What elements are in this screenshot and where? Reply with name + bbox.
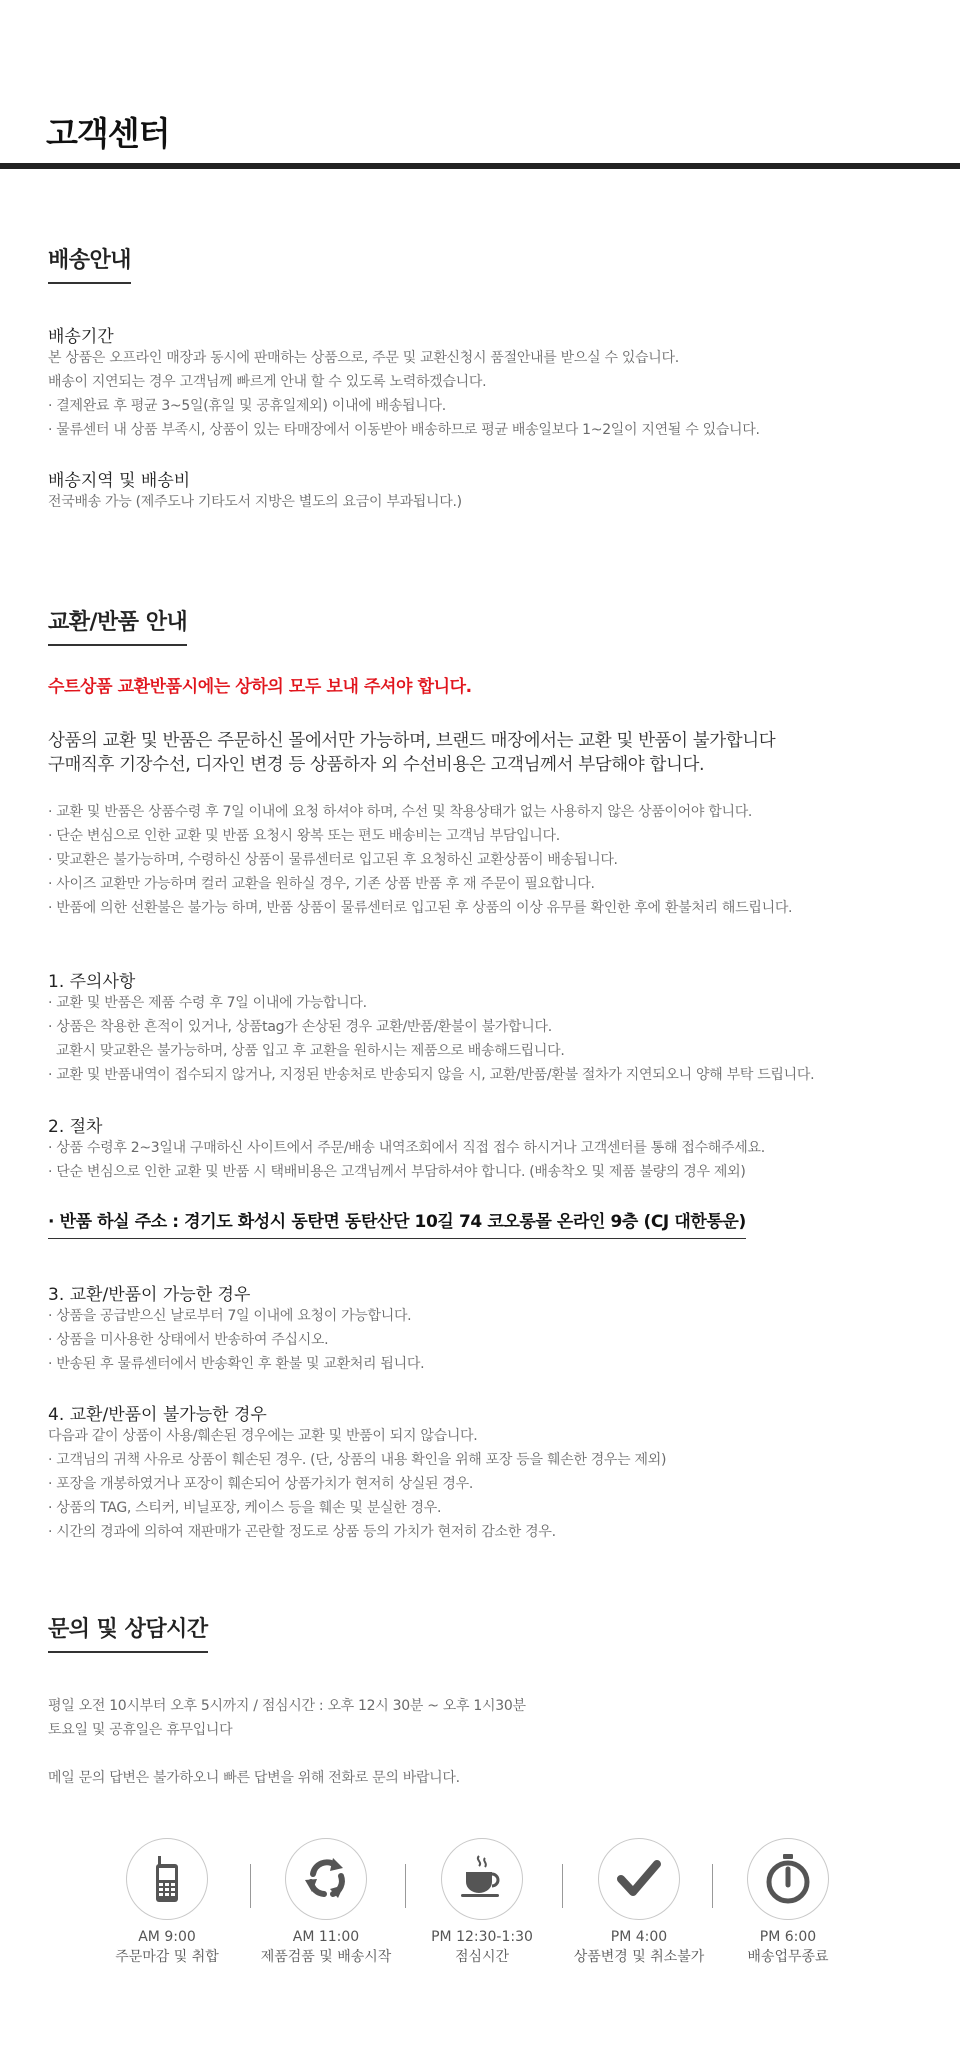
schedule-time: PM 12:30-1:30: [431, 1929, 533, 1945]
stopwatch-icon: [761, 1852, 815, 1906]
schedule-icon-circle: [441, 1838, 523, 1920]
caution-line: · 교환 및 반품은 제품 수령 후 7일 이내에 가능합니다.: [48, 995, 367, 1011]
schedule-step: [251, 1838, 401, 1967]
exchange-rule: · 맞교환은 불가능하며, 수령하신 상품이 물류센터로 입고된 후 요청하신 교환상품이 배송됩니다.: [48, 852, 618, 868]
schedule-divider: [562, 1864, 563, 1908]
schedule-step: [564, 1838, 714, 1967]
impossible-line: · 고객님의 귀책 사유로 상품이 훼손된 경우. (단, 상품의 내용 확인을 위해 포장 등을 훼손한 경우는 제외): [48, 1452, 667, 1468]
suit-return-alert: 수트상품 교환반품시에는 상하의 모두 보내 주셔야 합니다.: [48, 677, 472, 697]
impossible-line: · 시간의 경과에 의하여 재판매가 곤란할 정도로 상품 등의 가치가 현저히 감소한 경우.: [48, 1524, 556, 1540]
exchange-notice-line: 구매직후 기장수선, 디자인 변경 등 상품하자 외 수선비용은 고객님께서 부담해야 합니다.: [48, 755, 705, 775]
impossible-title: 4. 교환/반품이 불가능한 경우: [48, 1405, 267, 1425]
schedule-time: PM 4:00: [610, 1929, 668, 1945]
coffee-cup-icon: [455, 1852, 509, 1906]
procedure-line: · 상품 수령후 2~3일내 구매하신 사이트에서 주문/배송 내역조회에서 직접 접수 하시거나 고객센터를 통해 접수해주세요.: [48, 1140, 765, 1156]
exchange-heading: 교환/반품 안내: [48, 605, 187, 646]
possible-line: · 반송된 후 물류센터에서 반송확인 후 환불 및 교환처리 됩니다.: [48, 1356, 425, 1372]
shipping-period-line: · 결제완료 후 평균 3~5일(휴일 및 공휴일제외) 이내에 배송됩니다.: [48, 398, 446, 414]
possible-line: · 상품을 공급받으신 날로부터 7일 이내에 요청이 가능합니다.: [48, 1308, 412, 1324]
return-address: · 반품 하실 주소 : 경기도 화성시 동탄면 동탄산단 10길 74 코오롱몰 온라인 9층 (CJ 대한통운): [48, 1207, 746, 1239]
schedule-icon-circle: [126, 1838, 208, 1920]
title-divider: [0, 163, 960, 169]
exchange-rule: · 사이즈 교환만 가능하며 컬러 교환을 원하실 경우, 기존 상품 반품 후 재 주문이 필요합니다.: [48, 876, 595, 892]
schedule-label: 주문마감 및 취합: [115, 1949, 219, 1965]
exchange-rule: · 교환 및 반품은 상품수령 후 7일 이내에 요청 하셔야 하며, 수선 및 착용상태가 없는 사용하지 않은 상품이어야 합니다.: [48, 804, 753, 820]
daily-schedule: [115, 1838, 860, 1998]
schedule-label: 점심시간: [454, 1949, 510, 1965]
exchange-rule: · 단순 변심으로 인한 교환 및 반품 요청시 왕복 또는 편도 배송비는 고객님 부담입니다.: [48, 828, 560, 844]
schedule-time: AM 11:00: [292, 1929, 360, 1945]
schedule-label: 배송업무종료: [747, 1949, 829, 1965]
email-note: 메일 문의 답변은 불가하오니 빠른 답변을 위해 전화로 문의 바랍니다.: [48, 1770, 460, 1786]
schedule-divider: [405, 1864, 406, 1908]
mobile-phone-icon: [140, 1852, 194, 1906]
hours-line: 토요일 및 공휴일은 휴무입니다: [48, 1722, 233, 1738]
inquiry-heading: 문의 및 상담시간: [48, 1612, 208, 1653]
schedule-step: [407, 1838, 557, 1967]
shipping-period-line: 본 상품은 오프라인 매장과 동시에 판매하는 상품으로, 주문 및 교환신청시 품절안내를 받으실 수 있습니다.: [48, 350, 679, 366]
procedure-title: 2. 절차: [48, 1117, 103, 1137]
schedule-step: [92, 1838, 242, 1967]
shipping-region-line: 전국배송 가능 (제주도나 기타도서 지방은 별도의 요금이 부과됩니다.): [48, 494, 462, 510]
impossible-line: 다음과 같이 상품이 사용/훼손된 경우에는 교환 및 반품이 되지 않습니다.: [48, 1428, 478, 1444]
check-mark-icon: [612, 1852, 666, 1906]
caution-line: · 교환 및 반품내역이 접수되지 않거나, 지정된 반송처로 반송되지 않을 시, 교환/반품/환불 절차가 지연되오니 양해 부탁 드립니다.: [48, 1067, 815, 1083]
schedule-time: AM 9:00: [138, 1929, 196, 1945]
schedule-label: 상품변경 및 취소불가: [573, 1949, 705, 1965]
caution-line: 교환시 맞교환은 불가능하며, 상품 입고 후 교환을 원하시는 제품으로 배송해드립니다.: [56, 1043, 565, 1059]
exchange-notice-line: 상품의 교환 및 반품은 주문하신 몰에서만 가능하며, 브랜드 매장에서는 교환 및 반품이 불가합니다: [48, 731, 776, 751]
shipping-period-line: · 물류센터 내 상품 부족시, 상품이 있는 타매장에서 이동받아 배송하므로 평균 배송일보다 1~2일이 지연될 수 있습니다.: [48, 422, 760, 438]
shipping-period-title: 배송기간: [48, 327, 114, 347]
caution-title: 1. 주의사항: [48, 972, 136, 992]
shipping-period-line: 배송이 지연되는 경우 고객님께 빠르게 안내 할 수 있도록 노력하겠습니다.: [48, 374, 487, 390]
possible-line: · 상품을 미사용한 상태에서 반송하여 주십시오.: [48, 1332, 329, 1348]
schedule-time: PM 6:00: [759, 1929, 817, 1945]
procedure-line: · 단순 변심으로 인한 교환 및 반품 시 택배비용은 고객님께서 부담하셔야 합니다. (배송착오 및 제품 불량의 경우 제외): [48, 1164, 746, 1180]
schedule-icon-circle: [747, 1838, 829, 1920]
page-title: 고객센터: [46, 114, 170, 153]
possible-title: 3. 교환/반품이 가능한 경우: [48, 1285, 251, 1305]
impossible-line: · 상품의 TAG, 스티커, 비닐포장, 케이스 등을 훼손 및 분실한 경우.: [48, 1500, 442, 1516]
schedule-label: 제품검품 및 배송시작: [260, 1949, 392, 1965]
shipping-region-title: 배송지역 및 배송비: [48, 471, 191, 491]
impossible-line: · 포장을 개봉하였거나 포장이 훼손되어 상품가치가 현저히 상실된 경우.: [48, 1476, 473, 1492]
hours-line: 평일 오전 10시부터 오후 5시까지 / 점심시간 : 오후 12시 30분 ~ 오후 1시30분: [48, 1698, 526, 1714]
schedule-step: [713, 1838, 863, 1967]
schedule-icon-circle: [285, 1838, 367, 1920]
caution-line: · 상품은 착용한 흔적이 있거나, 상품tag가 손상된 경우 교환/반품/환불이 불가합니다.: [48, 1019, 552, 1035]
recycle-arrows-icon: [299, 1852, 353, 1906]
exchange-rule: · 반품에 의한 선환불은 불가능 하며, 반품 상품이 물류센터로 입고된 후 상품의 이상 유무를 확인한 후에 환불처리 해드립니다.: [48, 900, 793, 916]
schedule-icon-circle: [598, 1838, 680, 1920]
shipping-heading: 배송안내: [48, 243, 131, 284]
